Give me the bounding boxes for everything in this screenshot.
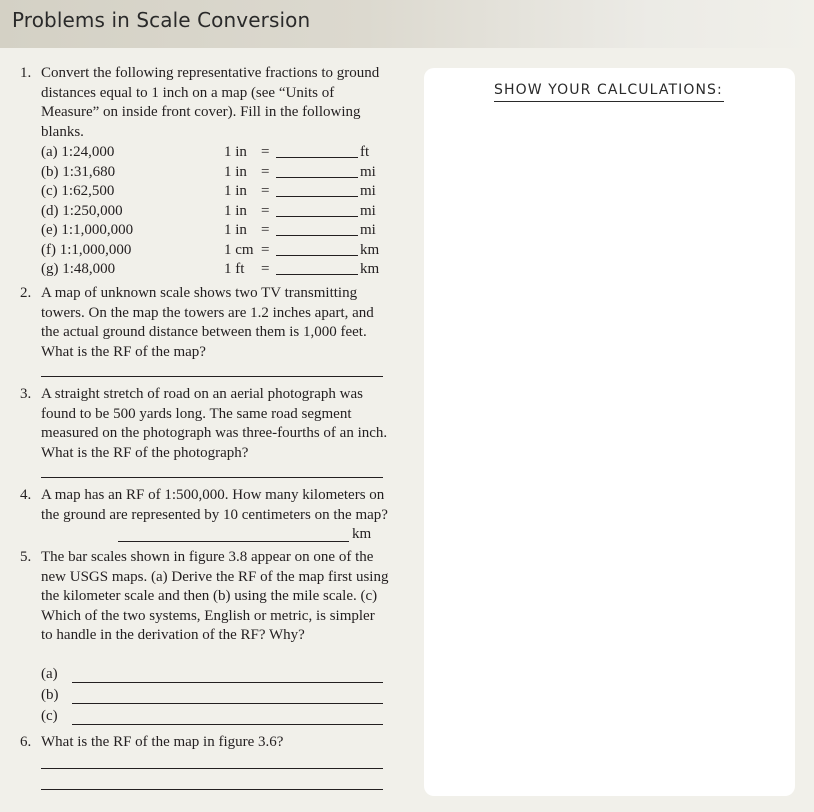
question-number: 6. (20, 734, 32, 750)
conversion-row-d (41, 202, 383, 222)
header-bar (0, 0, 814, 48)
answer-line-c[interactable] (72, 724, 383, 725)
answer-line-b[interactable] (72, 703, 383, 704)
question-text: What is the RF of the map in figure 3.6? (41, 734, 284, 750)
question-text: A map has an RF of 1:500,000. How many kilometers on the ground are represented by 10 centimeters on the map? (41, 487, 388, 523)
equals-sign: = (261, 241, 270, 258)
ground-unit: km (360, 261, 380, 277)
question-4 (20, 486, 390, 525)
map-unit: 1 in (224, 202, 247, 219)
question-number: 1. (20, 65, 32, 81)
answer-line[interactable] (118, 541, 349, 542)
map-unit: 1 in (224, 144, 247, 160)
conversion-row-g (41, 260, 383, 280)
map-unit: 1 in (224, 163, 247, 180)
question-number: 3. (20, 386, 32, 402)
part-a-label: (a) (41, 666, 58, 682)
answer-line-a[interactable] (72, 682, 383, 683)
question-text: Convert the following representative fractions to ground distances equal to 1 inch on a map (see “Units of Measure” on inside front cover). Fill in the following blanks. (41, 65, 380, 140)
rf-label: (f) 1:1,000,000 (41, 241, 132, 258)
answer-blank[interactable] (276, 274, 358, 275)
calculations-panel[interactable] (424, 68, 795, 796)
page-title: Problems in Scale Conversion (12, 8, 311, 32)
conversion-row-e (41, 221, 383, 241)
answer-blank[interactable] (276, 157, 358, 158)
rf-label: (e) 1:1,000,000 (41, 222, 134, 238)
calculations-label: SHOW YOUR CALCULATIONS: (494, 82, 723, 98)
rf-label: (b) 1:31,680 (41, 163, 116, 180)
equals-sign: = (261, 222, 270, 238)
answer-line[interactable] (41, 477, 383, 478)
ground-unit: mi (360, 163, 376, 180)
ground-unit: mi (360, 183, 376, 199)
question-5 (20, 548, 390, 646)
question-6 (20, 733, 390, 753)
rf-label: (c) 1:62,500 (41, 183, 115, 199)
part-c-label: (c) (41, 708, 58, 724)
question-1 (20, 64, 390, 142)
equals-sign: = (261, 183, 270, 199)
rf-label: (d) 1:250,000 (41, 202, 123, 219)
question-text: A map of unknown scale shows two TV transmitting towers. On the map the towers are 1.2 inches apart, and the actual ground distance between them is 1,000 feet. What is the RF of the map? (41, 285, 374, 360)
conversion-row-f (41, 241, 383, 261)
question-3 (20, 385, 390, 463)
calculations-label-underline (494, 101, 724, 102)
question-text: The bar scales shown in figure 3.8 appear on one of the new USGS maps. (a) Derive the RF of the map first using the kilometer scale and then (b) using the mile scale. (c) Which of the two systems, English or metric, is simpler to handle in the derivation of the RF? Why? (41, 549, 389, 643)
question-number: 2. (20, 285, 32, 301)
equals-sign: = (261, 261, 270, 277)
ground-unit: mi (360, 202, 376, 219)
ground-unit: mi (360, 222, 376, 238)
map-unit: 1 ft (224, 261, 245, 277)
equals-sign: = (261, 144, 270, 160)
question-number: 4. (20, 487, 32, 503)
map-unit: 1 in (224, 183, 247, 199)
answer-unit: km (352, 526, 372, 542)
question-text: A straight stretch of road on an aerial photograph was found to be 500 yards long. The same road segment measured on the photograph was three-fourths of an inch. What is the RF of the photograph? (41, 386, 388, 461)
ground-unit: km (360, 241, 380, 258)
equals-sign: = (261, 202, 270, 219)
map-unit: 1 cm (224, 241, 254, 258)
answer-line[interactable] (41, 376, 383, 377)
rf-label: (g) 1:48,000 (41, 261, 116, 277)
rf-label: (a) 1:24,000 (41, 144, 115, 160)
answer-line[interactable] (41, 768, 383, 769)
question-number: 5. (20, 549, 32, 565)
answer-blank[interactable] (276, 255, 358, 256)
conversion-row-c (41, 182, 383, 202)
answer-blank[interactable] (276, 216, 358, 217)
conversion-row-a (41, 143, 383, 163)
equals-sign: = (261, 163, 270, 180)
conversion-row-b (41, 163, 383, 183)
map-unit: 1 in (224, 222, 247, 238)
answer-blank[interactable] (276, 177, 358, 178)
answer-blank[interactable] (276, 235, 358, 236)
question-2 (20, 284, 390, 362)
answer-line[interactable] (41, 789, 383, 790)
part-b-label: (b) (41, 687, 59, 703)
answer-blank[interactable] (276, 196, 358, 197)
ground-unit: ft (360, 144, 370, 160)
